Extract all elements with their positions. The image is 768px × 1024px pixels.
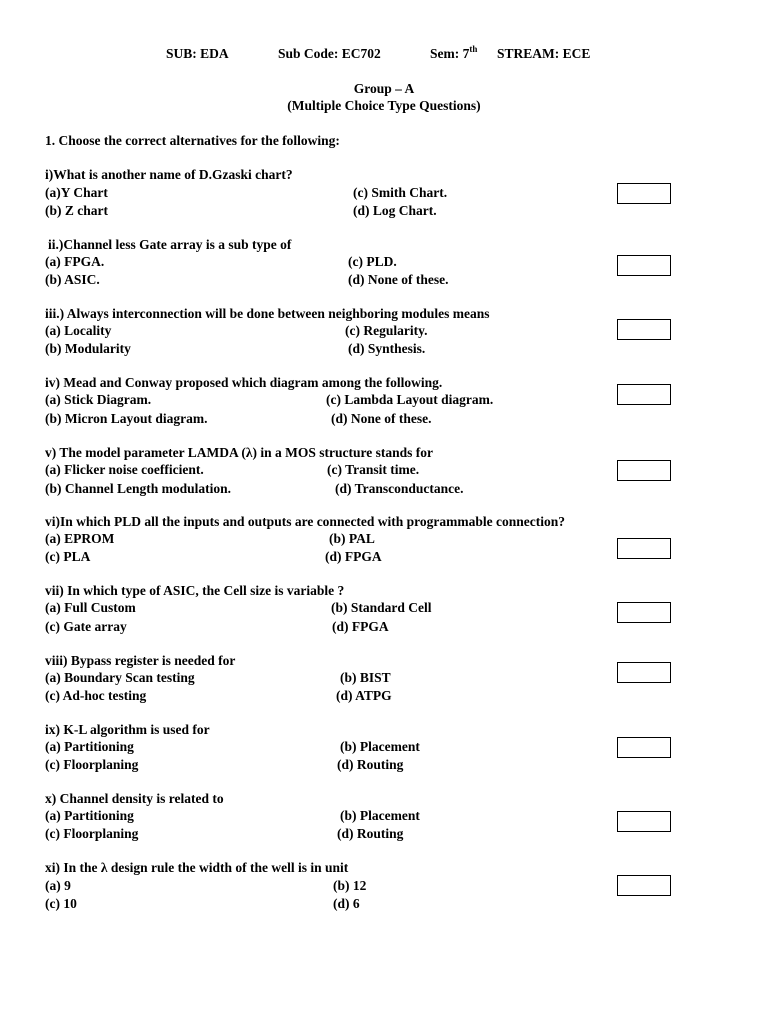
option-d: (d) FPGA	[332, 619, 389, 634]
option-b-right: (b) BIST	[340, 670, 391, 685]
option-c-left: (c) Gate array	[45, 619, 127, 634]
answer-box[interactable]	[617, 255, 671, 276]
answer-box[interactable]	[617, 384, 671, 405]
option-d: (d) Transconductance.	[335, 481, 464, 496]
question-text: ix) K-L algorithm is used for	[45, 722, 210, 737]
question-text: i)What is another name of D.Gzaski chart?	[45, 167, 293, 182]
option-b: (b) Z chart	[45, 203, 108, 218]
stream-label: STREAM: ECE	[497, 46, 591, 61]
option-d: (d) Log Chart.	[353, 203, 437, 218]
question-text: iii.) Always interconnection will be done between neighboring modules means	[45, 306, 490, 321]
answer-box[interactable]	[617, 183, 671, 204]
question-text: x) Channel density is related to	[45, 791, 224, 806]
question-text: ii.)Channel less Gate array is a sub type of	[48, 237, 292, 252]
option-d: (d) None of these.	[331, 411, 432, 426]
option-a: (a)Y Chart	[45, 185, 108, 200]
answer-box[interactable]	[617, 602, 671, 623]
option-a: (a) 9	[45, 878, 71, 893]
option-d: (d) Routing	[337, 757, 404, 772]
option-d: (d) Synthesis.	[348, 341, 426, 356]
option-d: (d) 6	[333, 896, 360, 911]
option-a: (a) Partitioning	[45, 739, 134, 754]
semester-label	[430, 46, 477, 62]
option-d: (d) None of these.	[348, 272, 449, 287]
answer-box[interactable]	[617, 538, 671, 559]
option-b-right: (b) 12	[333, 878, 367, 893]
option-c-left: (c) Floorplaning	[45, 757, 139, 772]
option-a: (a) Boundary Scan testing	[45, 670, 195, 685]
answer-box[interactable]	[617, 460, 671, 481]
subject-label: SUB: EDA	[166, 46, 229, 61]
sub-code-label: Sub Code: EC702	[278, 46, 381, 61]
option-c: (c) Regularity.	[345, 323, 428, 338]
option-c-left: (c) Ad-hoc testing	[45, 688, 147, 703]
question-text: v) The model parameter LAMDA (λ) in a MOS structure stands for	[45, 445, 433, 460]
question-text: iv) Mead and Conway proposed which diagram among the following.	[45, 375, 443, 390]
option-d: (d) Routing	[337, 826, 404, 841]
option-b-right: (b) PAL	[329, 531, 375, 546]
answer-box[interactable]	[617, 811, 671, 832]
answer-box[interactable]	[617, 662, 671, 683]
option-a: (a) FPGA.	[45, 254, 105, 269]
option-b-right: (b) Placement	[340, 808, 420, 823]
question-text: vii) In which type of ASIC, the Cell size is variable ?	[45, 583, 345, 598]
option-c-left: (c) 10	[45, 896, 77, 911]
question-text: vi)In which PLD all the inputs and outputs are connected with programmable connection?	[45, 514, 566, 529]
option-b: (b) Micron Layout diagram.	[45, 411, 208, 426]
option-c: (c) Lambda Layout diagram.	[326, 392, 494, 407]
group-title: Group – A	[353, 81, 415, 96]
option-a: (a) Full Custom	[45, 600, 136, 615]
answer-box[interactable]	[617, 875, 671, 896]
question-text: viii) Bypass register is needed for	[45, 653, 236, 668]
group-subtitle: (Multiple Choice Type Questions)	[287, 98, 481, 113]
option-b: (b) ASIC.	[45, 272, 100, 287]
option-d: (d) FPGA	[325, 549, 382, 564]
option-a: (a) EPROM	[45, 531, 115, 546]
option-a: (a) Locality	[45, 323, 112, 338]
option-b-right: (b) Standard Cell	[331, 600, 432, 615]
option-a: (a) Flicker noise coefficient.	[45, 462, 204, 477]
option-c: (c) Smith Chart.	[353, 185, 448, 200]
option-c-left: (c) PLA	[45, 549, 91, 564]
semester-value: Sem: 7	[430, 46, 470, 61]
option-b: (b) Modularity	[45, 341, 131, 356]
question-text: xi) In the λ design rule the width of the well is in unit	[45, 860, 349, 875]
option-b-right: (b) Placement	[340, 739, 420, 754]
option-c: (c) Transit time.	[327, 462, 420, 477]
option-d: (d) ATPG	[336, 688, 392, 703]
option-b: (b) Channel Length modulation.	[45, 481, 232, 496]
semester-suffix: th	[469, 44, 478, 54]
option-c: (c) PLD.	[348, 254, 397, 269]
answer-box[interactable]	[617, 319, 671, 340]
instruction-text: 1. Choose the correct alternatives for the following:	[45, 133, 340, 148]
option-a: (a) Partitioning	[45, 808, 134, 823]
option-a: (a) Stick Diagram.	[45, 392, 152, 407]
answer-box[interactable]	[617, 737, 671, 758]
option-c-left: (c) Floorplaning	[45, 826, 139, 841]
